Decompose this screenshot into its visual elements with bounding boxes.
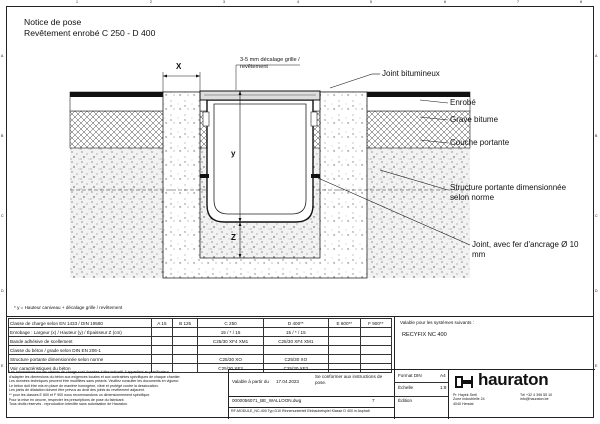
col-d400: D 400** (263, 319, 328, 328)
top-tick: 4 (297, 0, 299, 4)
footnote: * y = Hauteur caniveau + décalage grille / revêtement (14, 305, 123, 310)
side-tick: A (1, 54, 4, 58)
cell (328, 346, 360, 355)
validity-note: Se conformer aux instructions de pose. (315, 374, 383, 385)
format-value: A4 (440, 373, 446, 378)
meta-divider (394, 396, 448, 397)
cell (328, 337, 360, 346)
anchor-right (311, 174, 320, 178)
disclaimer-line: d'adapter les dimensions du béton aux exigences locales et aux contraintes spécifiques de chaque chantier. (9, 374, 181, 379)
validity-label: Valable à partir du (232, 379, 269, 384)
anchor-left (200, 174, 209, 178)
doc-code: 0000056071_BE_WALLOON.dwg (232, 398, 302, 403)
meta-divider (394, 382, 448, 383)
validity-date: 17.04.2023 (276, 379, 299, 384)
contact-line: info@hauraton.be (520, 397, 549, 402)
dim-x-label: X (176, 62, 182, 71)
cell (328, 328, 360, 337)
side-tick: E (1, 364, 4, 368)
hauraton-logo-icon (453, 373, 475, 391)
row-label: Voir caractéristiques du béton (9, 364, 152, 373)
cell: C25/30 XO (198, 355, 263, 364)
cell (360, 346, 391, 355)
col-c250: C 250 (198, 319, 263, 328)
cell: 15 / * / 15 (198, 328, 263, 337)
systems-product: RECYFIX NC 400 (402, 332, 447, 338)
callout-enrobe: Enrobé (450, 98, 476, 107)
col-a15: A 15 (152, 319, 173, 328)
cell (360, 337, 391, 346)
cell (360, 328, 391, 337)
cell (172, 337, 198, 346)
callout-grave-bitume: Grave bitume (450, 115, 499, 124)
title-line-1: Notice de pose (24, 17, 82, 27)
top-tick: 7 (517, 0, 519, 4)
disclaimer-block (9, 370, 224, 407)
row-label: Structure portante dimensionnée selon norme (9, 355, 152, 364)
col-f900: F 900** (360, 319, 391, 328)
cell (172, 346, 198, 355)
contact-line: Tél +32 4 396 55 10 (520, 393, 553, 397)
callout-couche-portante: Couche portante (450, 138, 510, 147)
load-class-table (8, 318, 392, 373)
side-tick: D (595, 289, 598, 293)
enrobe-black-left (70, 92, 163, 97)
top-tick: 3 (223, 0, 225, 4)
row-label: Enrobage : Largeur (x) / Hauteur (y) / Épaisseur Z (cm) (9, 328, 152, 337)
company-contact (520, 393, 552, 402)
address-line: Pr. Hayek Serti (453, 393, 477, 397)
table-row (9, 346, 392, 355)
cell (360, 355, 391, 364)
side-tick: C (595, 214, 598, 218)
side-tick: A (595, 54, 598, 58)
row-label: Bande adhésive de scellement (9, 337, 152, 346)
leader-joint-bitumineux (330, 74, 372, 88)
channel-rib-right-top (311, 112, 317, 126)
row-label: Classe du béton / grade selon DIN EN 206-1 (9, 346, 152, 355)
title-line-2: Revêtement enrobé C 250 - D 400 (24, 28, 156, 38)
top-tick: 8 (580, 0, 582, 4)
side-tick: C (1, 214, 4, 218)
top-tick: 5 (370, 0, 372, 4)
cell: C25/30 XF4 XM1 (263, 337, 328, 346)
disclaimer-line: Tous droits réservés - reproduction interdite sans autorisation de Hauraton. (9, 402, 129, 407)
cell (152, 346, 173, 355)
top-tick: 2 (150, 0, 152, 4)
table-header-label: Classe de charge selon EN 1433 / DIN 19580 (9, 319, 152, 328)
address-line: Zone Industrielle 24 (453, 397, 485, 402)
edition-label: Édition (398, 398, 413, 403)
doc-divider (228, 396, 394, 397)
cell (152, 328, 173, 337)
enrobe-black-right (367, 92, 470, 97)
top-tick: 6 (444, 0, 446, 4)
cell: C25/30 XO (263, 355, 328, 364)
cell (172, 328, 198, 337)
disclaimer-line: Pour la mise en oeuvre, respecter les prescriptions de pose du fabricant. (9, 397, 125, 402)
side-tick: B (595, 134, 598, 138)
table-row (9, 355, 392, 364)
cell (198, 346, 263, 355)
side-tick: B (1, 134, 4, 138)
address-line: 4040 Herstal (453, 401, 474, 406)
scale-label: Échelle (398, 385, 414, 390)
top-tick: 1 (76, 0, 78, 4)
dim-z-label: Z (231, 233, 236, 242)
col-b125: B 125 (172, 319, 198, 328)
cell: 15 / * / 15 (263, 328, 328, 337)
channel-rib-left-top (203, 112, 209, 126)
doc-footer: RF-MODULE_NC-400 Typ D10 Rinnenunterteil Einbaubeispiel Klasse D 400 in Asphalt (231, 409, 370, 413)
dim-y-label: y (231, 149, 236, 158)
callout-joint-bitumineux: Joint bitumineux (382, 69, 440, 78)
channel-inner (214, 104, 306, 214)
disclaimer-line: Le béton doit être mis en place de manière homogène, vibré et protégé contre la dessiccation. (9, 383, 159, 388)
side-tick: E (595, 364, 598, 368)
scale-value: 1:8 (440, 385, 447, 390)
disclaimer-line: Les informations sur les classes de charge sont données à titre indicatif. Il appartient au planificateur (9, 370, 169, 374)
company-address (453, 393, 485, 406)
format-label: Format DIN (398, 373, 422, 378)
side-tick: D (1, 289, 4, 293)
systems-heading: Valable pour les systèmes suivants : (400, 320, 474, 325)
cell: C25/30 XF4 XM1 (198, 337, 263, 346)
cell (152, 337, 173, 346)
col-e600: E 600** (328, 319, 360, 328)
table-row (9, 328, 392, 337)
doc-number: 7 (372, 398, 375, 403)
grate (200, 91, 320, 100)
disclaimer-line: Les joints de dilatation doivent être prévus au droit des joints du revêtement adjacent. (9, 388, 145, 393)
disclaimer-line: Les données techniques peuvent être modifiées sans préavis. Veuillez consulter les documents en vigueur. (9, 379, 180, 384)
company-logo-text: hauraton (478, 370, 549, 389)
cell (152, 355, 173, 364)
cell (328, 355, 360, 364)
doc-footer-divider (228, 407, 394, 408)
cell (263, 346, 328, 355)
cell: C25/30 XF3 (198, 364, 263, 373)
table-row (9, 337, 392, 346)
callout-structure-portante: Structure portante dimensionnée selon norme (450, 183, 567, 202)
callout-joint-fer-ancrage: Joint, avec fer d'ancrage Ø 10 mm (472, 240, 579, 259)
cell (172, 355, 198, 364)
disclaimer-line: ** pour les classes E 600 et F 900 nous recommandons un dimensionnement spécifique. (9, 392, 151, 397)
decalage-note: 3-5 mm décalage grille / revêtement (240, 57, 300, 70)
cell: C25/30 XF3 (263, 364, 328, 373)
